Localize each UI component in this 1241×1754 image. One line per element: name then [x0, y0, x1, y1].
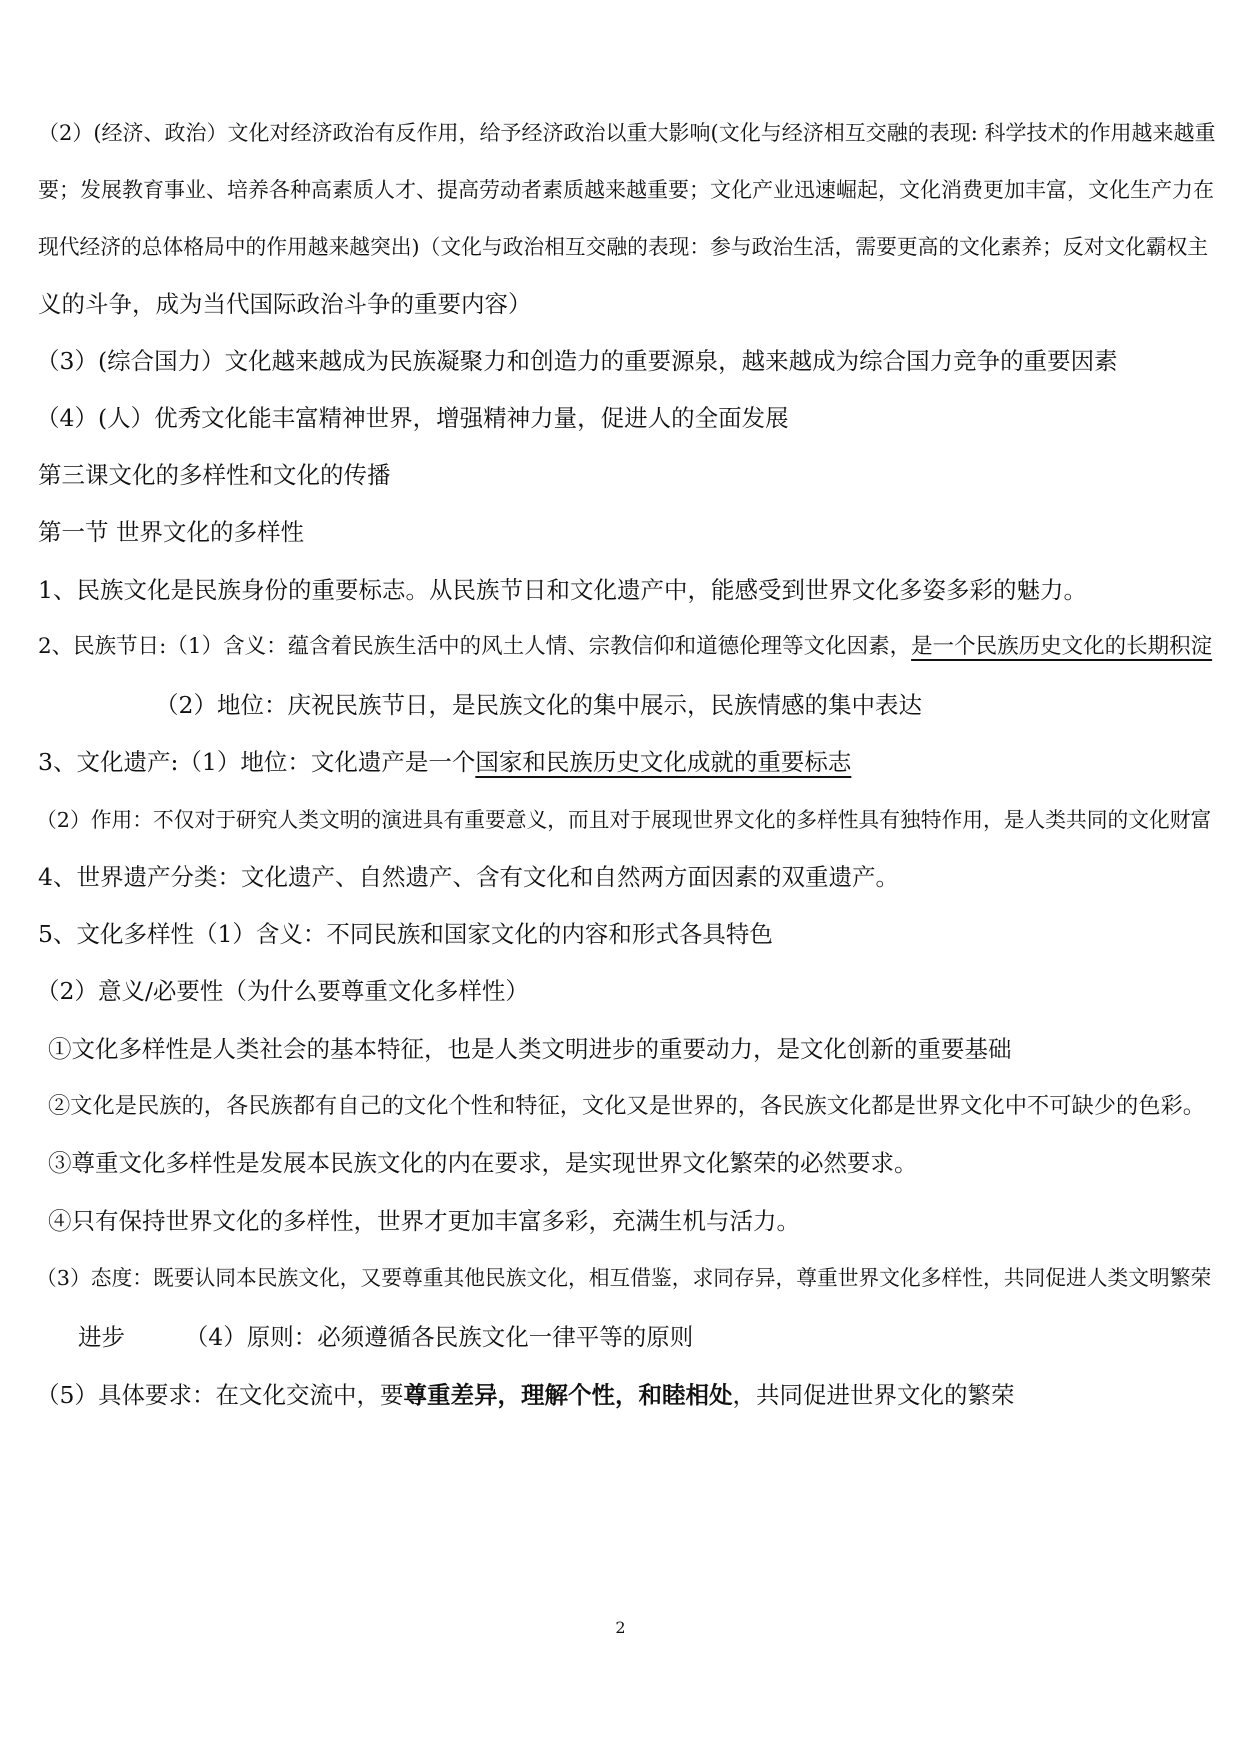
page-number: 2: [615, 1618, 626, 1637]
text-line: （3）态度：既要认同本民族文化，又要尊重其他民族文化，相互借鉴，求同存异，尊重世界文化多样性，共同促进人类文明繁荣: [36, 1266, 1212, 1290]
text-segment: 3、文化遗产:（1）地位：文化遗产是一个: [38, 748, 476, 776]
text-line: （2）意义/必要性（为什么要尊重文化多样性）: [36, 977, 529, 1005]
text-line: 5、文化多样性（1）含义：不同民族和国家文化的内容和形式各具特色: [38, 920, 773, 948]
text-line: ④只有保持世界文化的多样性，世界才更加丰富多彩，充满生机与活力。: [48, 1207, 800, 1235]
text-line: 现代经济的总体格局中的作用越来越突出)（文化与政治相互交融的表现：参与政治生活，需要更高的文化素养；反对文化霸权主: [38, 235, 1209, 259]
text-line: [38, 747, 851, 777]
text-line: 1、民族文化是民族身份的重要标志。从民族节日和文化遗产中，能感受到世界文化多姿多彩的魅力。: [38, 576, 1087, 604]
bold-text: 尊重差异，理解个性，和睦相处: [403, 1381, 733, 1409]
section-title: 第一节 世界文化的多样性: [38, 518, 304, 546]
text-segment: 2、民族节日:（1）含义：蕴含着民族生活中的风土人情、宗教信仰和道德伦理等文化因素，: [38, 634, 912, 659]
text-line: （4）(人）优秀文化能丰富精神世界，增强精神力量，促进人的全面发展: [36, 404, 789, 432]
underlined-text: 是一个民族历史文化的长期积淀: [911, 634, 1213, 659]
underlined-text: 国家和民族历史文化成就的重要标志: [475, 748, 852, 776]
text-line: ③尊重文化多样性是发展本民族文化的内在要求，是实现世界文化繁荣的必然要求。: [48, 1149, 918, 1177]
text-line: （2）作用：不仅对于研究人类文明的演进具有重要意义，而且对于展现世界文化的多样性具有独特作用，是人类共同的文化财富: [36, 808, 1212, 832]
text-line: 4、世界遗产分类：文化遗产、自然遗产、含有文化和自然两方面因素的双重遗产。: [38, 863, 899, 891]
text-line: ②文化是民族的，各民族都有自己的文化个性和特征，文化又是世界的，各民族文化都是世界文化中不可缺少的色彩。: [48, 1093, 1205, 1119]
text-line: ①文化多样性是人类社会的基本特征，也是人类文明进步的重要动力，是文化创新的重要基础: [48, 1035, 1012, 1063]
text-line: 进步 （4）原则：必须遵循各民族文化一律平等的原则: [78, 1323, 694, 1351]
text-segment: ，共同促进世界文化的繁荣: [732, 1381, 1015, 1409]
text-line: [38, 632, 1212, 662]
text-line: [36, 1380, 1014, 1410]
text-line: 要；发展教育事业、培养各种高素质人才、提高劳动者素质越来越重要；文化产业迅速崛起，文化消费更加丰富，文化生产力在: [38, 178, 1214, 202]
lesson-title: 第三课文化的多样性和文化的传播: [38, 461, 391, 489]
text-line: （2）地位：庆祝民族节日，是民族文化的集中展示，民族情感的集中表达: [155, 691, 922, 719]
text-line: （3）(综合国力）文化越来越成为民族凝聚力和创造力的重要源泉，越来越成为综合国力竞争的重要因素: [36, 347, 1118, 375]
text-segment: （5）具体要求：在文化交流中，要: [36, 1381, 404, 1409]
text-line: （2）(经济、政治）文化对经济政治有反作用，给予经济政治以重大影响(文化与经济相互交融的表现: 科学技术的作用越来越重: [38, 121, 1216, 145]
text-line: 义的斗争，成为当代国际政治斗争的重要内容）: [38, 290, 532, 318]
